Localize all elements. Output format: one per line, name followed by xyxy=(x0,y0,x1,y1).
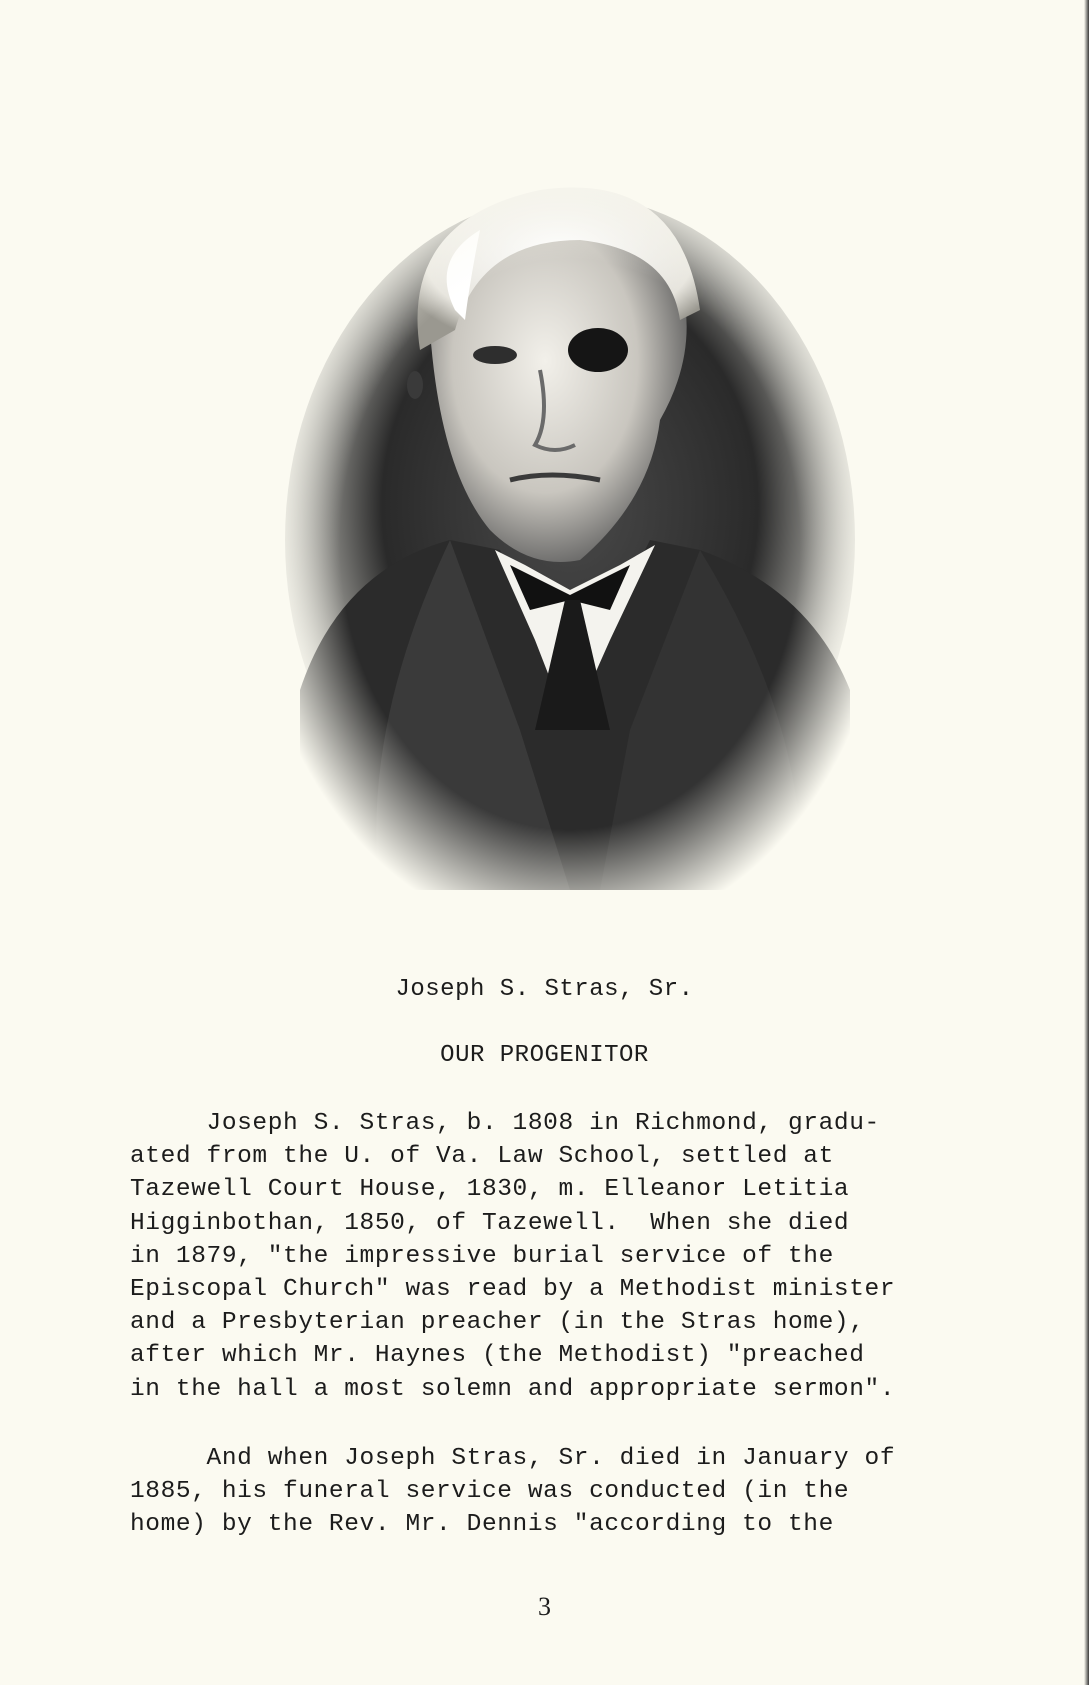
text-line: after which Mr. Haynes (the Methodist) "preached xyxy=(130,1342,865,1370)
page-edge xyxy=(1084,0,1089,1685)
paragraph-2 xyxy=(130,1442,895,1542)
text-line: in 1879, "the impressive burial service of the xyxy=(130,1242,834,1270)
text-line: And when Joseph Stras, Sr. died in January of xyxy=(130,1445,896,1472)
portrait-photo xyxy=(280,170,860,890)
text-line: and a Presbyterian preacher (in the Stras home), xyxy=(130,1309,865,1337)
portrait-caption: Joseph S. Stras, Sr. xyxy=(395,976,694,1003)
text-line: ated from the U. of Va. Law School, settled at xyxy=(130,1143,834,1171)
text-line: Higginbothan, 1850, of Tazewell. When she died xyxy=(130,1209,850,1237)
text-line: in the hall a most solemn and appropriate sermon". xyxy=(130,1375,896,1403)
text-line: Tazewell Court House, 1830, m. Elleanor Letitia xyxy=(130,1176,850,1204)
text-line: Joseph S. Stras, b. 1808 in Richmond, gradu- xyxy=(130,1110,880,1137)
section-heading: OUR PROGENITOR xyxy=(440,1042,649,1069)
page-number: 3 xyxy=(538,1592,551,1621)
text-line: 1885, his funeral service was conducted (in the xyxy=(130,1478,850,1506)
text-line: home) by the Rev. Mr. Dennis "according to the xyxy=(130,1511,834,1539)
paragraph-1 xyxy=(130,1107,895,1406)
text-line: Episcopal Church" was read by a Methodist minister xyxy=(130,1275,896,1303)
